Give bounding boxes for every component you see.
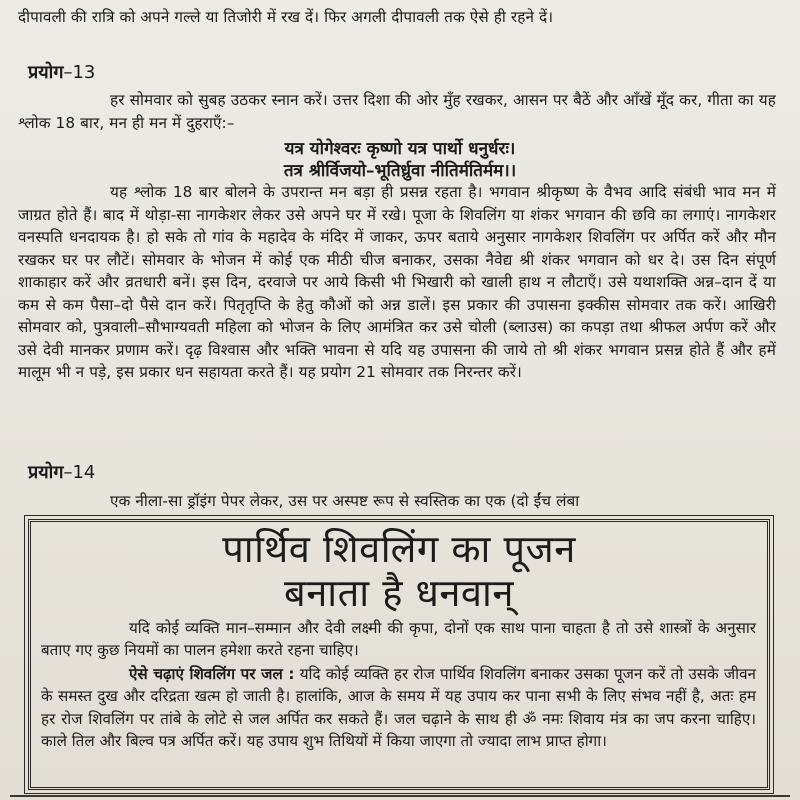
prayog-14-label: प्रयोग	[28, 462, 64, 483]
article-paragraph-2	[41, 663, 756, 752]
prayog-14-number: –14	[63, 462, 96, 483]
boxed-article	[28, 519, 770, 790]
prayog-14-intro: एक नीला-सा ड्रॉइंग पेपर लेकर, उस पर अस्पष्ट रूप से स्वस्तिक का एक (दो ईंच लंबा	[110, 492, 580, 510]
prayog-13-heading	[28, 60, 95, 84]
top-paragraph: दीपावली की रात्रि को अपने गल्ले या तिजोरी में रख दें। फिर अगली दीपावली तक ऐसे ही रहने दें।	[18, 8, 554, 26]
article-title-line-1: पार्थिव शिवलिंग का पूजन	[222, 527, 576, 571]
prayog-14-heading	[28, 460, 95, 484]
prayog-13-intro: हर सोमवार को सुबह उठकर स्नान करें। उत्तर दिशा की ओर मुँह रखकर, आसन पर बैठें और आँखें मूँद कर, गीता का यह श्लोक 18 बार, मन ही मन में दुहराएँ:–	[18, 91, 776, 132]
bottom-divider	[10, 795, 790, 797]
prayog-13-label: प्रयोग	[28, 62, 64, 83]
article-paragraph-1: यदि कोई व्यक्ति मान–सम्मान और देवी लक्ष्मी की कृपा, दोनों एक साथ पाना चाहता है तो उसे शास्त्रों के अनुसार बताए गए कुछ नियमों का पालन हमेशा करते रहना चाहिए।	[41, 619, 756, 660]
verse-line-1: यत्र योगेश्वरः कृष्णो यत्र पार्थो धनुर्धरः।	[284, 139, 516, 159]
article-paragraph-2-body: यदि कोई व्यक्ति हर रोज पार्थिव शिवलिंग बनाकर उसका पूजन करें तो उसके जीवन के समस्त दुख और दरिद्रता खत्म हो जाती है। हालांकि, आज के समय में यह उपाय कर पाना सभी के लिए संभव नहीं है, अतः हम हर रोज शिवलिंग पर तांबे के लोटे से जल अर्पित कर सकते हैं। जल चढ़ाने के साथ ही ॐ नमः शिवाय मंत्र का जप करना चाहिए। काले तिल और बिल्व पत्र अर्पित करें। यह उपाय शुभ तिथियों में किया जाएगा तो ज्यादा लाभ प्राप्त होगा।	[41, 665, 756, 750]
prayog-13-body: यह श्लोक 18 बार बोलने के उपरान्त मन बड़ा ही प्रसन्न रहता है। भगवान श्रीकृष्ण के वैभव आदि संबंधी भाव मन में जाग्रत होते हैं। बाद में थोड़ा-सा नागकेशर लेकर उसे अपने घर में रखे। पूजा के शिवलिंग या शंकर भगवान की छवि का लगाएं। नागकेशर वनस्पति धनदायक है। हो सके तो गांव के महादेव के मंदिर में जाकर, ऊपर बताये अनुसार नागकेशर शिवलिंग पर अर्पित करें और मौन रखकर घर पर लौटें। सोमवार के भोजन में कोई एक मीठी चीज बनाकर, उसका नैवेद्य श्री शंकर भगवान को धर दे। उस दिन संपूर्ण शाकाहार करें और व्रतधारी बनें। इस दिन, दरवाजे पर आये किसी भी भिखारी को खाली हाथ न लौटाएँ। उसे यथाशक्ति अन्न–दान दें या कम से कम पैसा–दो पैसे दान करें। पितृतृप्ति के हेतु कौओं को अन्न डालें। इस प्रकार की उपासना इक्कीस सोमवार तक करें। आखिरी सोमवार को, पुत्रवाली–सौभाग्यवती महिला को भोजन के लिए आमंत्रित कर उसे चोली (ब्लाउस) का कपड़ा तथा श्रीफल अर्पण करें और उसे देवी मानकर प्रणाम करें। दृढ़ विश्वास और भक्ति भावना से यदि यह उपासना की जाये तो श्री शंकर भगवान प्रसन्न होते हैं और हमें मालूम भी न पड़े, इस प्रकार धन सहायता करते हैं। यह प्रयोग 21 सोमवार तक निरन्तर करें।	[18, 183, 776, 381]
article-title-line-2: बनाता है धनवान्	[284, 571, 514, 615]
verse-line-2: तत्र श्रीर्विजयो–भूतिर्ध्रुवा नीतिर्मतिर्मम।।	[283, 161, 517, 181]
prayog-13-number: –13	[63, 62, 96, 83]
article-subheading: ऐसे चढ़ाएं शिवलिंग पर जल :	[129, 665, 295, 683]
